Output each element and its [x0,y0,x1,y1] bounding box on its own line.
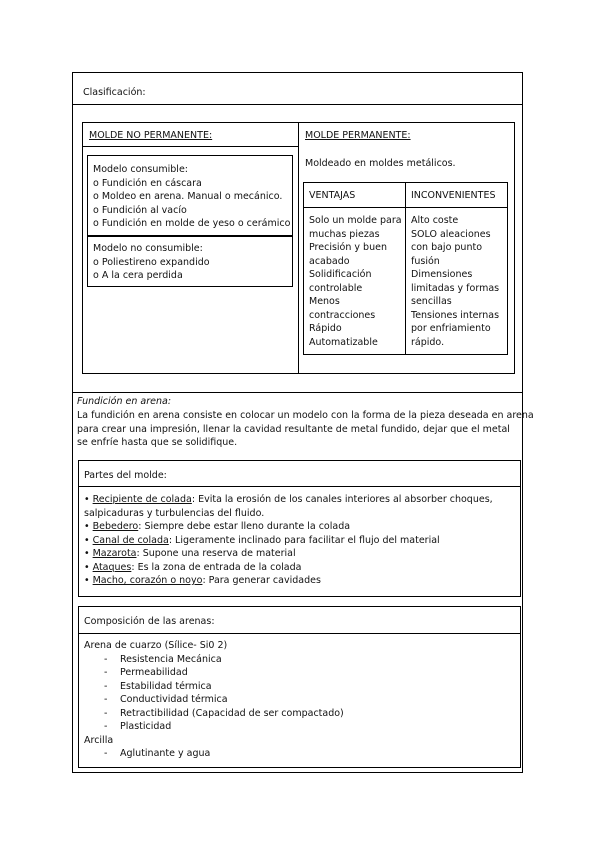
dash: - [104,707,108,719]
ventaja-item: Automatizable [309,336,378,348]
item-text: Aglutinante y agua [120,748,211,759]
term: Canal de colada [92,534,169,546]
definition: : Supone una reserva de material [136,548,296,559]
list-item [84,666,344,680]
list-item: Modelo no consumible: [93,243,203,254]
fundicion-title-text: Fundición en arena [77,396,168,407]
dash: - [104,680,108,692]
ventaja-item: Rápido [309,323,342,334]
fundicion-body [77,409,534,450]
list-item [84,493,493,507]
inconveniente-item: rápido. [411,336,445,348]
definition: : Ligeramente inclinado para facilitar el flujo del material [168,534,440,546]
definition: : Siempre debe estar lleno durante la colada [138,521,351,532]
list-item: o Fundición al vacío [93,204,187,216]
term: Mazarota [92,548,137,559]
clasificacion-title: Clasificación: [83,87,146,98]
inconveniente-item: fusión [411,255,440,267]
list-item: o Poliestireno expandido [93,256,210,268]
list-item [84,653,344,667]
arcilla-title: Arcilla [84,734,114,746]
list-item [84,693,344,707]
inconveniente-item: Dimensiones [411,269,473,280]
list-item [84,747,344,761]
definition: : Para generar cavidades [202,575,321,586]
item-text: Plasticidad [120,721,172,732]
divider [72,392,523,393]
permanente-description: Moldeado en moldes metálicos. [305,158,456,169]
inconveniente-item: Alto coste [411,215,459,226]
list-item [84,707,344,721]
divider [298,122,299,374]
list-item [84,547,493,561]
item-text: Conductividad térmica [120,694,228,705]
inconvenientes-header: INCONVENIENTES [411,190,496,201]
divider [82,146,298,147]
partes-title: Partes del molde: [84,470,167,481]
ventaja-item: controlable [309,282,363,294]
permanente-heading: MOLDE PERMANENTE: [305,130,411,141]
list-item [84,574,493,588]
fundicion-title [77,395,171,409]
dash: - [104,667,108,678]
ventaja-item: Solo un molde para [309,215,402,226]
inconveniente-item: con bajo punto [411,242,483,253]
inconveniente-item: sencillas [411,296,452,307]
no-consumible-list [93,242,210,283]
term: Macho, corazón o noyo [92,575,203,586]
ventajas-header: VENTAJAS [309,190,356,201]
partes-list [84,493,493,588]
inconveniente-item: Tensiones internas [411,309,500,321]
paragraph-line: para crear una impresión, llenar la cavidad resultante de metal fundido, dejar que el metal [77,423,510,435]
list-item: Modelo consumible: [93,164,188,175]
list-item: o Fundición en cáscara [93,177,202,189]
definition: : Es la zona de entrada de la colada [131,561,302,573]
composicion-list [84,639,344,761]
divider [72,104,523,105]
divider [78,633,521,634]
item-text: Estabilidad térmica [120,680,212,692]
list-item: o A la cera perdida [93,270,183,281]
ventaja-item: contracciones [309,309,376,321]
term: Ataques [92,561,132,573]
paragraph-line: se enfríe hasta que se solidifique. [77,437,238,448]
ventaja-item: Menos [309,296,340,307]
inconveniente-item: limitadas y formas [411,282,500,294]
paragraph-line: La fundición en arena consiste en colocar un modelo con la forma de la pieza deseada en arena [77,410,534,421]
divider [303,207,508,208]
divider [78,486,521,487]
ventaja-item: Precisión y buen [309,242,387,253]
inconveniente-item: por enfriamiento [411,323,491,334]
consumible-list [93,163,290,231]
list-item: o Fundición en molde de yeso o cerámico [93,218,291,229]
term: Recipiente de colada [92,494,192,505]
ventaja-item: muchas piezas [309,228,380,240]
fundicion-title-colon: : [167,396,172,407]
no-permanente-heading: MOLDE NO PERMANENTE: [89,130,213,141]
dash: - [104,721,108,732]
arena-title: Arena de cuarzo (Sílice- Si0 2) [84,640,228,651]
definition: : Evita la erosión de los canales interiores al absorber choques, [191,494,493,505]
item-text: Retractibilidad (Capacidad de ser compactado) [120,707,344,719]
ventaja-item: acabado [309,255,350,267]
item-text: Permeabilidad [120,667,188,678]
definition: salpicaduras y turbulencias del fluido. [84,507,265,519]
ventaja-item: Solidificación [309,269,372,280]
list-item [84,680,344,694]
dash: - [104,653,108,665]
dash: - [104,748,108,759]
dash: - [104,694,108,705]
item-text: Resistencia Mecánica [120,653,222,665]
inconveniente-item: SOLO aleaciones [411,228,491,240]
term: Bebedero [92,521,139,532]
inconvenientes-list [411,214,499,349]
list-item [84,720,344,734]
list-item: o Moldeo en arena. Manual o mecánico. [93,191,283,202]
composicion-title: Composición de las arenas: [84,616,215,627]
list-item [84,534,493,548]
ventajas-list [309,214,402,349]
list-item [84,561,493,575]
list-item [84,507,493,521]
list-item [84,520,493,534]
